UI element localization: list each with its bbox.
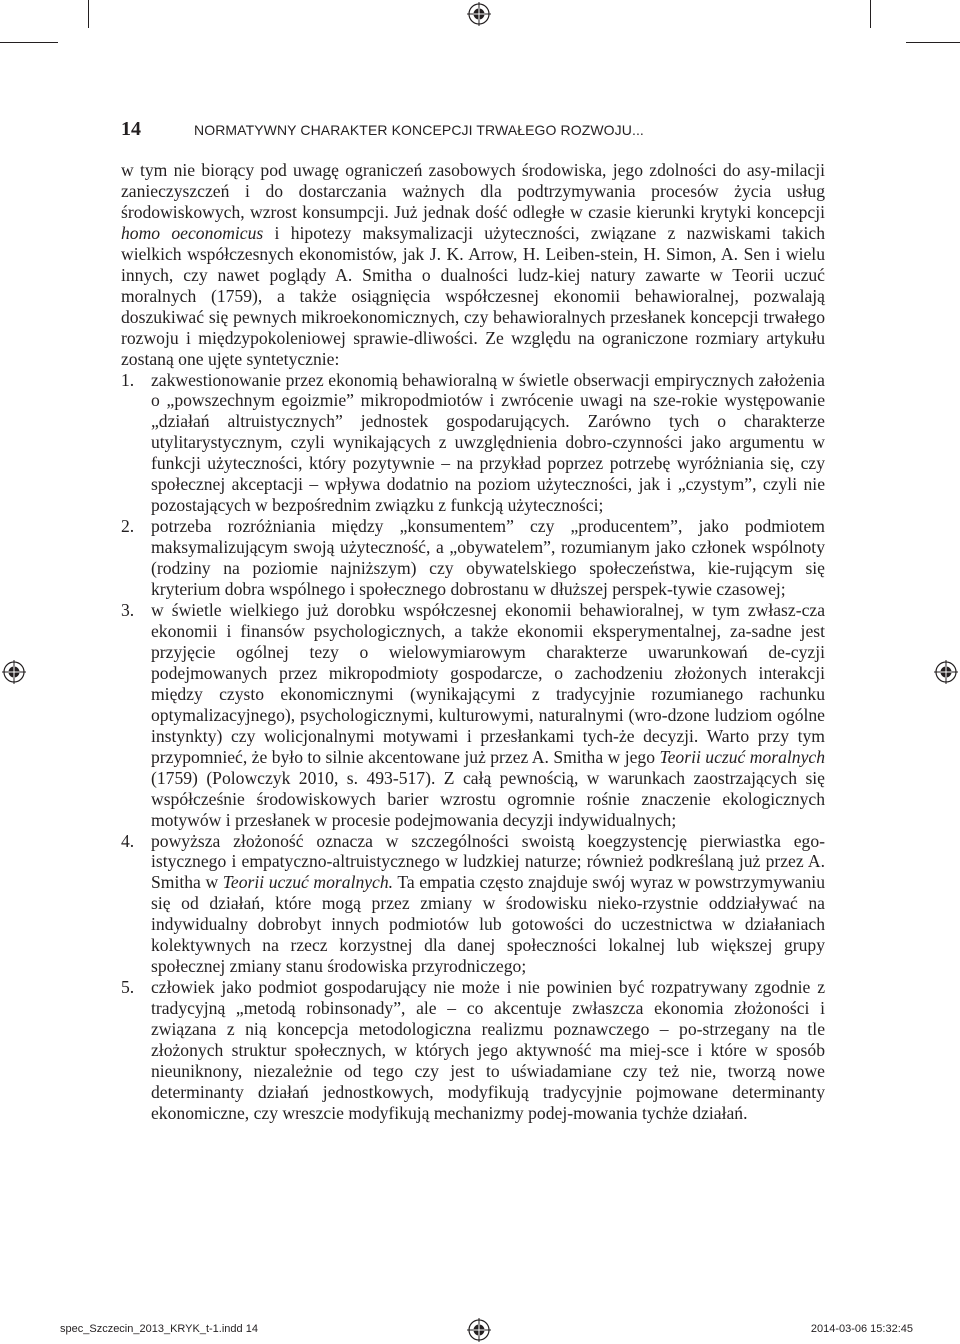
italic-term: homo oeconomicus	[121, 222, 264, 243]
crop-mark-top-left	[0, 42, 58, 43]
print-timestamp: 2014-03-06 15:32:45	[810, 1323, 913, 1335]
italic-title: Teorii uczuć moralnych	[659, 746, 826, 767]
crop-mark-top-right	[906, 42, 960, 43]
list-item	[121, 516, 825, 600]
list-item	[121, 977, 825, 1124]
intro-paragraph	[121, 160, 825, 370]
list-number: 2.	[121, 516, 135, 537]
list-item-text: potrzeba rozróżniania między „konsumentem” czy „producentem”, jako podmiotem maksymalizującym swoją użyteczność, a „obywatelem”, rozumianym jako członek wspólnoty (rodziny na poziomie najniższym) czy obywatelskiego społeczeństwa, kie-rującym się kryterium dobra wspólnego i społecznego dobrostanu w dłuższej perspek-tywie czasowej;	[151, 516, 825, 600]
registration-mark-icon	[467, 2, 491, 26]
list-item-text: zakwestionowanie przez ekonomią behawioralną w świetle obserwacji empirycznych założenia o „powszechnym egoizmie” mikropodmiotów i zwrócenie uwagi na sze-rokie występowanie „działań altruistycznych” jednostek gospodarujących. Zarówno tych o charakterze utylitarystycznym, czyli wynikających z uwzględnienia dobro-czynności jako argumentu w funkcji użyteczności, który pozytywnie – na przykład poprzez potrzebę wyróżniania się, czy społecznej akceptacji – wpływa dodatnio na poziom użyteczności, jak i „czystym”, czyli nie pozostających w bezpośrednim związku z funkcją użyteczności;	[151, 369, 825, 516]
list-item-text: w świetle wielkiego już dorobku współczesnej ekonomii behawioralnej, w tym zwłasz-cza ekonomii i finansów psychologicznych, a także ekonomii eksperymentalnej, za-sadne jest przyjęcie ogólnej tezy o wielowymiarowym charakterze uwarunkowań de-cyzji podejmowanych przez mikropodmioty gospodarcze, o zachodzeniu złożonych interakcji między czysto ekonomicznymi (wynikającymi z tradycyjnie rozumianego rachunku optymalizacyjnego), psychologicznymi, kulturowymi, naturalnymi (wro-dzone ludziom ogólne instynkty) czy wolicjonalnymi motywami i przesłankami tych-że decyzji. Warto przy tym przypomnieć, że było to silnie akcentowane już przez A. Smitha w jego	[151, 600, 825, 767]
crop-mark-top-left-vertical	[88, 0, 89, 28]
list-item-text: Ta empatia często znajduje swój wyraz w powstrzymywaniu się od działań, które mogą przez zmiany w środowisku nieko-rzystnie oddziaływać na indywidualny dobrobyt innych podmiotów lub gotowości do uczestnictwa w działaniach kolektywnych na rzecz korzystnej dla danej społeczności lokalnej lub większej grupy społecznej zmiany stanu środowiska przyrodniczego;	[151, 872, 825, 977]
text-run: w tym nie biorący pod uwagę ograniczeń zasobowych środowiska, jego zdolności do asy-milacji zanieczyszczeń i do dostarczania ważnych dla podtrzymywania procesów życia usług środowiskowych, wzrost konsumpcji. Już jednak dość odległe w czasie kierunki krytyki koncepcji	[121, 160, 825, 222]
list-item	[121, 370, 825, 517]
numbered-list	[121, 370, 825, 1124]
file-name: spec_Szczecin_2013_KRYK_t-1.indd 14	[60, 1323, 258, 1335]
list-item	[121, 600, 825, 830]
registration-mark-icon	[2, 660, 26, 684]
list-item-text: powyższa złożoność oznacza w szczególności swoistą koegzystencję pierwiastka ego-istycznego i empatyczno-altruistycznego w ludzkiej naturze; również podkreślaną już przez A. Smitha w	[151, 830, 825, 893]
list-number: 1.	[121, 369, 135, 390]
print-slug	[0, 1323, 960, 1339]
list-number: 5.	[121, 977, 135, 998]
list-number: 3.	[121, 600, 135, 621]
italic-title: Teorii uczuć moralnych.	[222, 872, 394, 893]
list-item	[121, 831, 825, 978]
crop-mark-top-right-vertical	[870, 0, 871, 28]
page-number: 14	[121, 118, 141, 140]
running-title: NORMATYWNY CHARAKTER KONCEPCJI TRWAŁEGO ROZWOJU...	[194, 122, 644, 138]
registration-mark-icon	[934, 660, 958, 684]
running-header	[121, 118, 831, 144]
list-item-text: człowiek jako podmiot gospodarujący nie może i nie powinien być rozpatrywany zgodnie z tradycyjną „metodą robinsonady”, ale – co akcentuje zwłaszcza ekonomia złożoności i związana z nią koncepcja metodologiczna realizmu poznawczego – po-strzegany na tle złożonych struktur społecznych, w których jego aktywność ma miej-sce i które w sposób nieuniknony, niezależnie od tego czy jest to uświadamiane czy też nie, tworzą nowe determinanty działań jednostkowych, modyfikują tradycyjnie pojmowane determinanty ekonomiczne, czy wreszcie modyfikują mechanizmy podej-mowania tychże działań.	[151, 977, 825, 1123]
text-run: i hipotezy maksymalizacji użyteczności, związane z nazwiskami takich wielkich współczesnych ekonomistów, jak J. K. Arrow, H. Leiben-stein, H. Simon, A. Sen i wielu innych, czy nawet poglądy A. Smitha o dualności ludz-kiej natury zawarte w Teorii uczuć moralnych (1759), a także osiągnięcia współczesnej ekonomii behawioralnej, pozwalają doszukiwać się pewnych mikroekonomicznych, czy behawioralnych przesłanek koncepcji trwałego rozwoju i międzypokoleniowej sprawie-dliwości. Ze względu na ograniczone rozmiary artykułu zostaną one ujęte syntetycznie:	[121, 222, 825, 369]
list-item-text: (1759) (Polowczyk 2010, s. 493-517). Z całą pewnością, w warunkach zaostrzających się współcześnie środowiskowych barier wzrostu ogromnie rośnie znaczenie ekologicznych motywów i przesłanek w procesie podejmowania decyzji indywidualnych;	[151, 767, 825, 830]
list-number: 4.	[121, 830, 135, 851]
main-text	[121, 160, 825, 1124]
